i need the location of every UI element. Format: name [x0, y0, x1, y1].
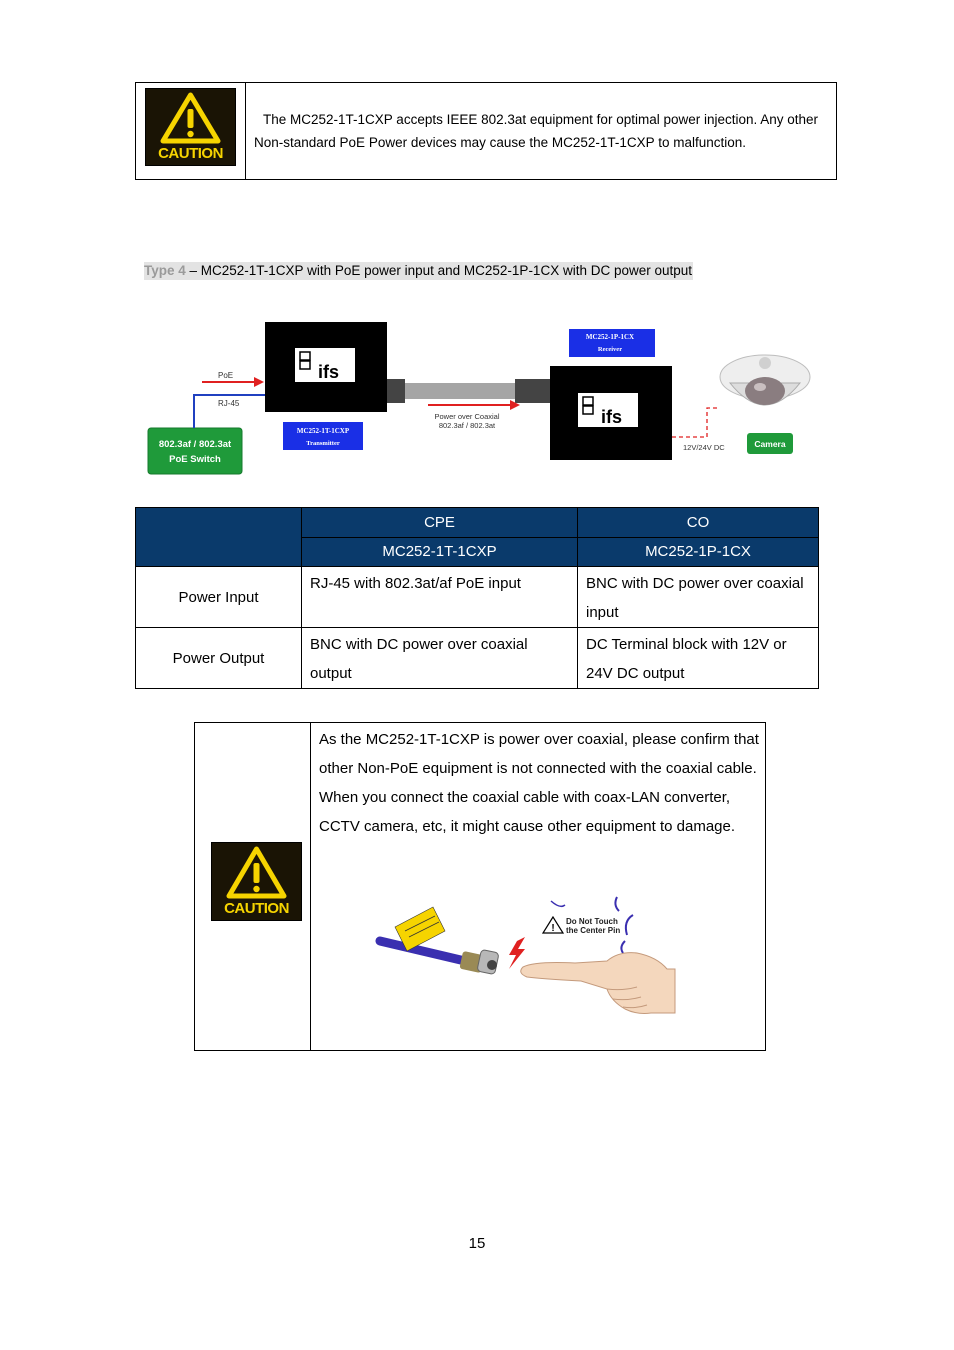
caution-text: As the MC252-1T-1CXP is power over coaxial, please confirm that other Non-PoE equipment is not connected with the coaxial cable. When you connect the coaxial cable with coax-LAN converter, CCTV camera, etc, it might cause other equipment to damage. — [319, 731, 759, 835]
illustration-line-2: the Center Pin — [566, 926, 621, 935]
camera-label: Camera — [754, 439, 786, 449]
caution-icon — [145, 88, 236, 166]
tx-role: Transmitter — [306, 440, 340, 447]
row-cpe-value: RJ-45 with 802.3at/af PoE input — [302, 567, 578, 628]
dc-cable — [672, 408, 718, 437]
row-cpe-value: BNC with DC power over coaxial output — [302, 628, 578, 689]
table-row — [136, 567, 819, 628]
header-cpe: CPE — [302, 508, 578, 538]
caution-text: The MC252-1T-1CXP accepts IEEE 802.3at equipment for optimal power injection. Any other Non-standard PoE Power devices may cause the MC252-1T-1CXP to malfunction. — [254, 112, 819, 150]
row-co-value: BNC with DC power over coaxial input — [578, 567, 819, 628]
rx-model: MC252-1P-1CX — [585, 333, 635, 341]
coax-cable — [405, 383, 515, 399]
tx-model: MC252-1T-1CXP — [296, 427, 350, 435]
header-co: CO — [578, 508, 819, 538]
table-row — [136, 628, 819, 689]
caution-icon — [211, 842, 302, 921]
caution-label: CAUTION — [158, 145, 223, 162]
header-cpe-model: MC252-1T-1CXP — [302, 537, 578, 567]
illustration-line-1: Do Not Touch — [566, 917, 618, 926]
row-co-value: DC Terminal block with 12V or 24V DC output — [578, 628, 819, 689]
caution-label: CAUTION — [224, 900, 289, 917]
page-number: 15 — [468, 1235, 486, 1252]
caution-box-bottom — [194, 722, 766, 1051]
type-description: – MC252-1T-1CXP with PoE power input and MC252-1P-1CX with DC power output — [185, 263, 693, 278]
section-heading — [144, 262, 693, 280]
spec-table — [135, 507, 819, 689]
table-corner-cell — [136, 508, 302, 567]
rx-role: Receiver — [597, 346, 623, 353]
row-label: Power Input — [136, 567, 302, 628]
poe-switch-box — [148, 428, 242, 474]
svg-text:!: ! — [551, 923, 555, 934]
tx-logo: ifs — [318, 362, 340, 382]
type-label: Type 4 — [144, 263, 186, 278]
coax-label-1: Power over Coaxial — [434, 412, 500, 421]
coax-label-2: 802.3af / 802.3at — [438, 421, 496, 430]
switch-label-1: 802.3af / 802.3at — [158, 439, 232, 450]
poe-label: PoE — [218, 371, 234, 380]
spark-icon — [509, 937, 525, 969]
rj45-label: RJ-45 — [218, 399, 240, 408]
row-label: Power Output — [136, 628, 302, 689]
switch-label-2: PoE Switch — [169, 454, 221, 465]
dome-camera-icon — [720, 355, 810, 405]
rx-logo: ifs — [601, 407, 623, 427]
header-co-model: MC252-1P-1CX — [578, 537, 819, 567]
center-pin-warning-illustration — [375, 891, 705, 1021]
dc-label: 12V/24V DC — [683, 443, 725, 452]
caution-box-top — [135, 82, 837, 180]
pointing-hand-icon — [521, 953, 675, 1014]
connection-diagram — [140, 315, 820, 480]
